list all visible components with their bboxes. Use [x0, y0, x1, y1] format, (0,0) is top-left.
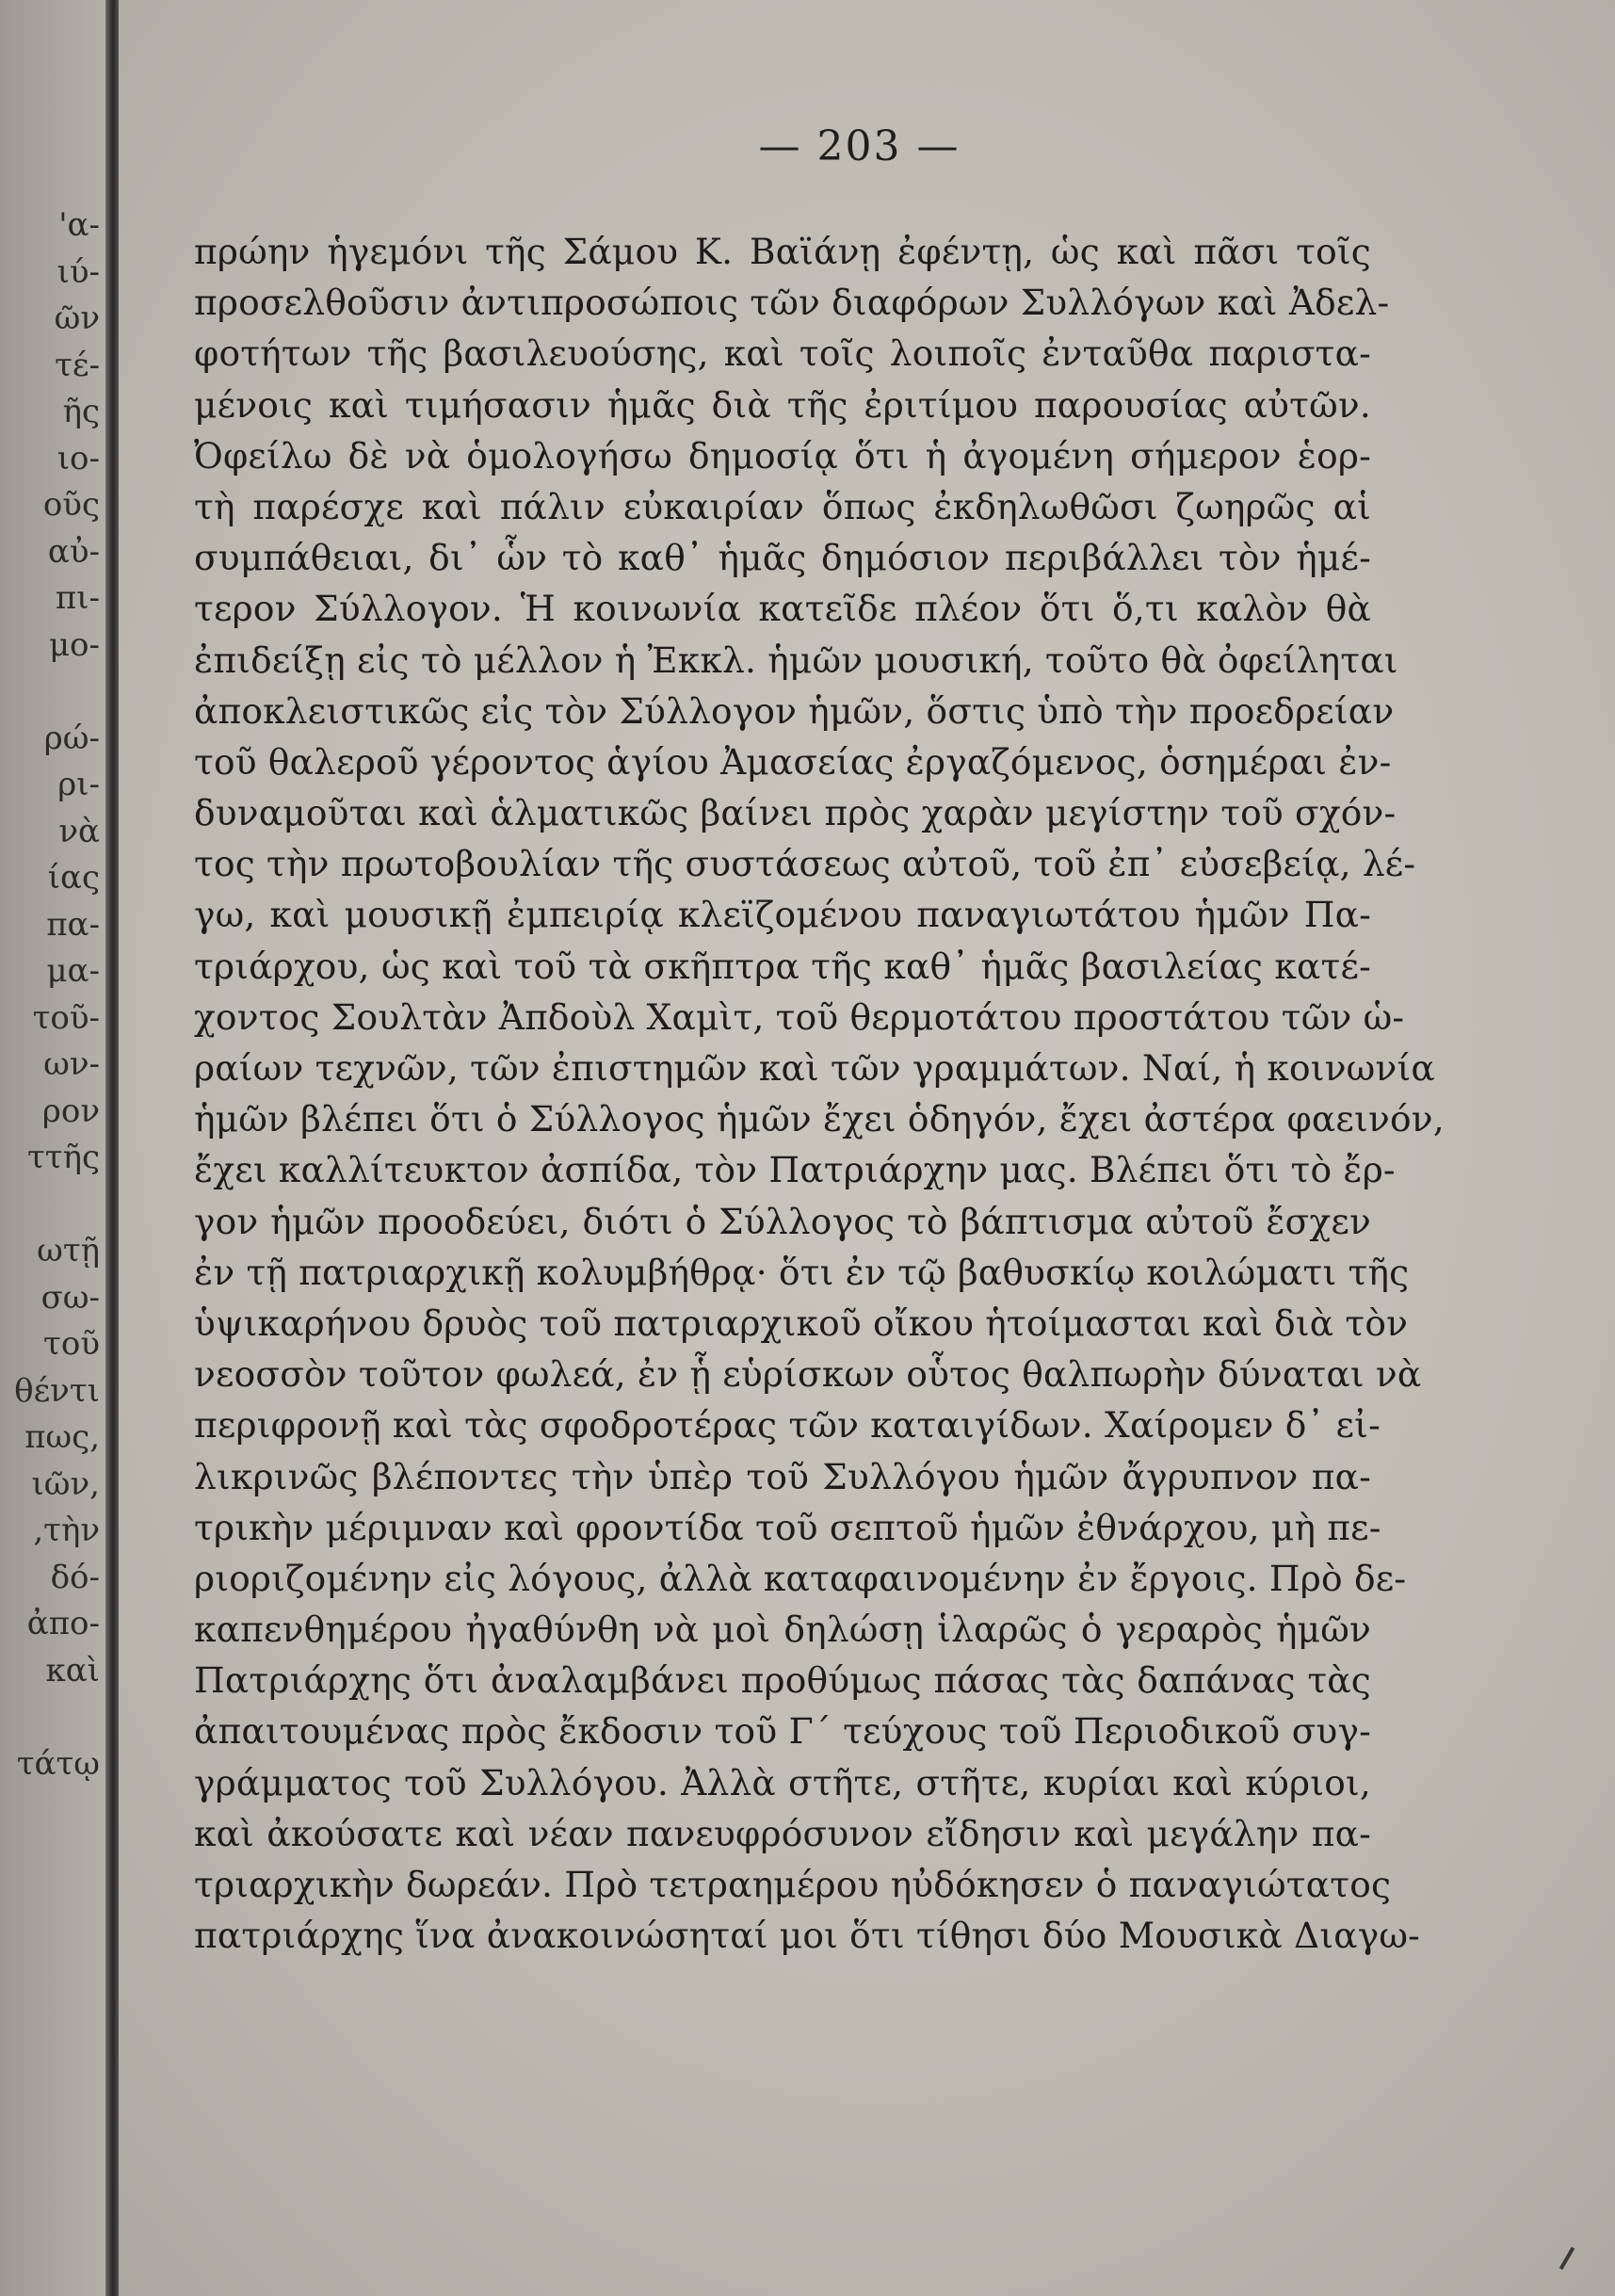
pen-mark — [1559, 2247, 1575, 2271]
text-line: γράμματος τοῦ Συλλόγου. Ἀλλὰ στῆτε, στῆτε, κυρίαι καὶ κύριοι, — [194, 1761, 1371, 1803]
text-line: μένοις καὶ τιμήσασιν ἡμᾶς διὰ τῆς ἐριτίμου παρουσίας αὐτῶν. — [194, 383, 1371, 426]
facing-page-fragment: ιύ- — [57, 252, 100, 291]
text-line: ραίων τεχνῶν, τῶν ἐπιστημῶν καὶ τῶν γραμμάτων. Ναί, ἡ κοινωνία — [194, 1047, 1435, 1089]
facing-page-fragment: 'α- — [58, 206, 100, 244]
text-line: ἡμῶν βλέπει ὅτι ὁ Σύλλογος ἡμῶν ἔχει ὁδηγόν, ἔχει ἀστέρα φαεινόν, — [194, 1098, 1445, 1140]
facing-page-fragment: ιῶν, — [31, 1464, 100, 1503]
text-line: δυναμοῦται καὶ ἁλματικῶς βαίνει πρὸς χαρὰν μεγίστην τοῦ σχόν- — [194, 792, 1397, 834]
facing-page-text-fragments — [0, 202, 105, 1787]
text-line: συμπάθειαι, δι᾽ ὧν τὸ καθ᾽ ἡμᾶς δημόσιον περιβάλλει τὸν ἡμέ- — [194, 537, 1371, 579]
facing-page-fragment: μο- — [48, 625, 100, 664]
facing-page-fragment: τοῦ — [43, 1325, 100, 1363]
facing-page-fragment: ρι- — [57, 766, 100, 803]
facing-page-fragment: ων- — [43, 1045, 100, 1083]
text-line: λικρινῶς βλέποντες τὴν ὑπὲρ τοῦ Συλλόγου ἡμῶν ἄγρυπνον πα- — [194, 1455, 1371, 1497]
facing-page-fragment: τάτῳ — [16, 1744, 100, 1783]
text-line: νεοσσὸν τοῦτον φωλεά, ἐν ᾗ εὑρίσκων οὗτος θαλπωρὴν δύναται νὰ — [194, 1353, 1422, 1396]
text-line: χοντος Σουλτὰν Ἀπδοὺλ Χαμὶτ, τοῦ θερμοτάτου προστάτου τῶν ὡ- — [194, 995, 1405, 1038]
facing-page-fragment: καὶ — [45, 1651, 100, 1690]
facing-page-fragment: μα- — [46, 952, 100, 990]
page-number: — 203 — — [758, 122, 961, 170]
facing-page-fragment: ρώ- — [43, 719, 100, 757]
text-line: γω, καὶ μουσικῇ ἐμπειρίᾳ κλεϊζομένου παναγιωτάτου ἡμῶν Πα- — [194, 894, 1371, 936]
text-line: προσελθοῦσιν ἀντιπροσώποις τῶν διαφόρων Συλλόγων καὶ Ἀδελ- — [194, 282, 1390, 324]
facing-page-fragment: ,τὴν — [33, 1512, 100, 1549]
facing-page-fragment: νὰ — [58, 812, 100, 850]
text-line: ὑψικαρήνου δρυὸς τοῦ πατριαρχικοῦ οἴκου ἡτοίμασται καὶ διὰ τὸν — [194, 1302, 1409, 1344]
text-line: καπενθημέρου ἠγαθύνθη νὰ μοὶ δηλώσῃ ἱλαρῶς ὁ γεραρὸς ἡμῶν — [194, 1609, 1371, 1651]
facing-page-fragment: δό- — [50, 1558, 100, 1596]
text-line: φοτήτων τῆς βασιλευούσης, καὶ τοῖς λοιποῖς ἐνταῦθα παριστα- — [194, 332, 1371, 375]
text-line: ἐπιδείξῃ εἰς τὸ μέλλον ἡ Ἐκκλ. ἡμῶν μουσική, τοῦτο θὰ ὀφείληται — [194, 639, 1398, 681]
text-line: ἔχει καλλίτευκτον ἀσπίδα, τὸν Πατριάρχην μας. Βλέπει ὅτι τὸ ἔρ- — [194, 1149, 1396, 1191]
facing-page-fragment: σω- — [40, 1278, 100, 1317]
text-line: τρικὴν μέριμναν καὶ φροντίδα τοῦ σεπτοῦ ἡμῶν ἐθνάρχου, μὴ πε- — [194, 1506, 1381, 1548]
book-gutter — [105, 0, 119, 2296]
facing-page-fragment: ίας — [47, 859, 100, 897]
text-line: τερον Σύλλογον. Ἡ κοινωνία κατεῖδε πλέον ὅτι ὅ,τι καλὸν θὰ — [194, 588, 1371, 630]
text-line: ριοριζομένην εἰς λόγους, ἀλλὰ καταφαινομένην ἐν ἔργοις. Πρὸ δε- — [194, 1557, 1407, 1599]
text-line: ἀπαιτουμένας πρὸς ἔκδοσιν τοῦ Γ´ τεύχους τοῦ Περιοδικοῦ συγ- — [194, 1710, 1371, 1753]
text-line: καὶ ἀκούσατε καὶ νέαν πανευφρόσυνον εἴδησιν καὶ μεγάλην πα- — [194, 1812, 1371, 1854]
text-line: περιφρονῇ καὶ τὰς σφοδροτέρας τῶν καταιγίδων. Χαίρομεν δ᾽ εἰ- — [194, 1404, 1381, 1447]
text-line: Ὀφείλω δὲ νὰ ὁμολογήσω δημοσίᾳ ὅτι ἡ ἀγομένη σήμερον ἑορ- — [194, 434, 1371, 477]
facing-page-fragment: αὐ- — [47, 532, 100, 571]
facing-page-fragment: τοῦ- — [32, 998, 100, 1037]
facing-page-fragment: ττῆς — [26, 1139, 100, 1176]
facing-page-fragment: ῆς — [62, 393, 100, 430]
facing-page-fragment: τέ- — [55, 346, 100, 384]
facing-page-fragment — [0, 1694, 105, 1741]
facing-page-fragment — [0, 1182, 105, 1229]
facing-page-fragment: ῶν — [54, 299, 100, 337]
text-line: τριάρχου, ὡς καὶ τοῦ τὰ σκῆπτρα τῆς καθ᾽ ἡμᾶς βασιλείας κατέ- — [194, 945, 1371, 987]
text-line: τος τὴν πρωτοβουλίαν τῆς συστάσεως αὐτοῦ, τοῦ ἐπ᾽ εὐσεβείᾳ, λέ- — [194, 843, 1416, 885]
facing-page-fragment — [0, 669, 105, 716]
facing-page-fragment: ρον — [41, 1091, 100, 1130]
text-line: τὴ παρέσχε καὶ πάλιν εὐκαιρίαν ὅπως ἐκδηλωθῶσι ζωηρῶς αἱ — [194, 485, 1371, 527]
text-line: πρώην ἡγεμόνι τῆς Σάμου Κ. Βαϊάνῃ ἐφέντῃ, ὡς καὶ πᾶσι τοῖς — [194, 231, 1371, 272]
body-text — [194, 226, 1445, 1961]
text-line: τριαρχικὴν δωρεάν. Πρὸ τετραημέρου ηὐδόκησεν ὁ παναγιώτατος — [194, 1864, 1392, 1905]
facing-page-fragment: ιο- — [57, 439, 100, 477]
text-line: πατριάρχης ἵνα ἀνακοινώσηταί μοι ὅτι τίθησι δύο Μουσικὰ Διαγω- — [194, 1915, 1421, 1957]
facing-page-fragment: πα- — [46, 905, 100, 944]
facing-page-fragment: ἀπο- — [26, 1605, 100, 1642]
facing-page-fragment: πως, — [24, 1418, 100, 1456]
text-line: Πατριάρχης ὅτι ἀναλαμβάνει προθύμως πάσας τὰς δαπάνας τὰς — [194, 1659, 1371, 1702]
facing-page-fragment: πι- — [55, 579, 100, 617]
text-line: γον ἡμῶν προοδεύει, διότι ὁ Σύλλογος τὸ βάπτισμα αὐτοῦ ἔσχεν — [194, 1200, 1371, 1242]
text-line: ἐν τῇ πατριαρχικῇ κολυμβήθρᾳ· ὅτι ἐν τῷ βαθυσκίῳ κοιλώματι τῆς — [194, 1251, 1410, 1293]
text-line: τοῦ θαλεροῦ γέροντος ἁγίου Ἀμασείας ἐργαζόμενος, ὁσημέραι ἐν- — [194, 740, 1392, 783]
facing-page-fragment: ωτῇ — [37, 1232, 100, 1269]
facing-page-fragment: θέντι — [14, 1371, 100, 1410]
facing-page-fragment: οῦς — [42, 486, 100, 524]
text-line: ἀποκλειστικῶς εἰς τὸν Σύλλογον ἡμῶν, ὅστις ὑπὸ τὴν προεδρείαν — [194, 689, 1395, 732]
